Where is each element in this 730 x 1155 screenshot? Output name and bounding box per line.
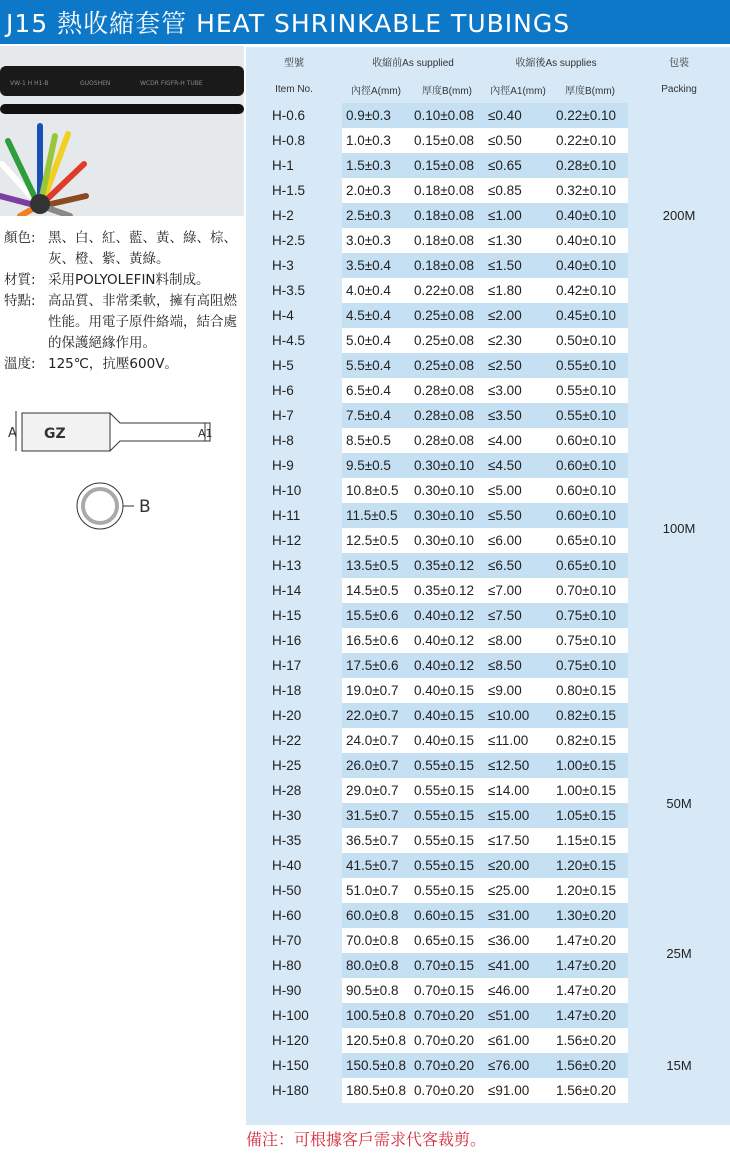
- table-row: [246, 328, 730, 353]
- page-title: J15 熱收縮套管 HEAT SHRINKABLE TUBINGS: [6, 9, 571, 38]
- packing-cell: 15M: [628, 1028, 730, 1103]
- value-cell: 0.10±0.08: [410, 103, 484, 128]
- value-cell: ≤5.50: [484, 503, 552, 528]
- value-cell: 1.47±0.20: [552, 978, 628, 1003]
- value-cell: 8.5±0.5: [342, 428, 410, 453]
- value-cell: ≤14.00: [484, 778, 552, 803]
- value-cell: 11.5±0.5: [342, 503, 410, 528]
- value-cell: ≤76.00: [484, 1053, 552, 1078]
- value-cell: 0.32±0.10: [552, 178, 628, 203]
- value-cell: ≤36.00: [484, 928, 552, 953]
- value-cell: 0.60±0.10: [552, 453, 628, 478]
- value-cell: 0.60±0.10: [552, 503, 628, 528]
- value-cell: 0.22±0.08: [410, 278, 484, 303]
- value-cell: ≤2.00: [484, 303, 552, 328]
- tube-print-3: WCDR FIGFR-H TUBE: [140, 80, 203, 87]
- info-temperature: 溫度: 125℃，抗壓600V。: [4, 356, 178, 372]
- gz-logo: GZ: [44, 426, 66, 442]
- value-cell: 1.20±0.15: [552, 878, 628, 903]
- value-cell: 0.70±0.15: [410, 978, 484, 1003]
- value-cell: 100.5±0.8: [342, 1003, 410, 1028]
- value-cell: 0.65±0.10: [552, 553, 628, 578]
- value-cell: ≤7.00: [484, 578, 552, 603]
- value-cell: 0.42±0.10: [552, 278, 628, 303]
- value-cell: 13.5±0.5: [342, 553, 410, 578]
- info-material: 材質: 采用POLYOLEFIN料制成。: [4, 272, 210, 288]
- value-cell: 4.5±0.4: [342, 303, 410, 328]
- product-info: [4, 228, 244, 375]
- value-cell: 0.55±0.10: [552, 378, 628, 403]
- value-cell: 1.5±0.3: [342, 153, 410, 178]
- value-cell: 2.0±0.3: [342, 178, 410, 203]
- value-cell: ≤7.50: [484, 603, 552, 628]
- value-cell: 0.82±0.15: [552, 703, 628, 728]
- value-cell: 51.0±0.7: [342, 878, 410, 903]
- col-packing: 包裝: [669, 57, 690, 69]
- value-cell: 0.28±0.08: [410, 403, 484, 428]
- value-cell: ≤1.00: [484, 203, 552, 228]
- value-cell: ≤6.50: [484, 553, 552, 578]
- value-cell: 0.30±0.10: [410, 453, 484, 478]
- value-cell: 0.70±0.10: [552, 578, 628, 603]
- value-cell: ≤25.00: [484, 878, 552, 903]
- item-number-cell: H-17: [272, 658, 302, 673]
- value-cell: 26.0±0.7: [342, 753, 410, 778]
- item-number-cell: H-3.5: [272, 283, 306, 298]
- value-cell: 0.18±0.08: [410, 178, 484, 203]
- value-cell: 1.30±0.20: [552, 903, 628, 928]
- item-number-cell: H-60: [272, 908, 302, 923]
- value-cell: ≤0.85: [484, 178, 552, 203]
- value-cell: 90.5±0.8: [342, 978, 410, 1003]
- item-number-cell: H-8: [272, 433, 294, 448]
- item-number-cell: H-150: [272, 1058, 309, 1073]
- col-packing-en: Packing: [661, 83, 697, 95]
- item-number-cell: H-100: [272, 1008, 309, 1023]
- tubing-illustration: [0, 46, 244, 216]
- label-a: A: [8, 426, 17, 441]
- label-b: B: [139, 497, 151, 517]
- value-cell: ≤46.00: [484, 978, 552, 1003]
- value-cell: 9.5±0.5: [342, 453, 410, 478]
- value-cell: ≤5.00: [484, 478, 552, 503]
- item-number-cell: H-7: [272, 408, 294, 423]
- value-cell: 0.15±0.08: [410, 153, 484, 178]
- dimension-diagrams: [0, 395, 244, 545]
- value-cell: 10.8±0.5: [342, 478, 410, 503]
- item-number-cell: H-180: [272, 1083, 309, 1098]
- value-cell: 1.05±0.15: [552, 803, 628, 828]
- item-number-cell: H-90: [272, 983, 302, 998]
- tube-print-1: VW-1 H H1-B: [10, 80, 49, 87]
- value-cell: 0.22±0.10: [552, 103, 628, 128]
- packing-cell: 50M: [628, 728, 730, 878]
- value-cell: 7.5±0.4: [342, 403, 410, 428]
- value-cell: 0.60±0.10: [552, 478, 628, 503]
- value-cell: 0.30±0.10: [410, 478, 484, 503]
- value-cell: ≤0.40: [484, 103, 552, 128]
- value-cell: ≤12.50: [484, 753, 552, 778]
- value-cell: ≤1.80: [484, 278, 552, 303]
- item-number-cell: H-6: [272, 383, 294, 398]
- col-b2: 厚度B(mm): [565, 85, 616, 97]
- value-cell: 0.65±0.10: [552, 528, 628, 553]
- value-cell: 3.5±0.4: [342, 253, 410, 278]
- item-number-cell: H-0.8: [272, 133, 306, 148]
- value-cell: ≤11.00: [484, 728, 552, 753]
- value-cell: 0.40±0.10: [552, 203, 628, 228]
- col-b: 厚度B(mm): [422, 85, 472, 97]
- value-cell: 0.18±0.08: [410, 228, 484, 253]
- value-cell: 1.47±0.20: [552, 928, 628, 953]
- item-number-cell: H-28: [272, 783, 302, 798]
- header-row-2: [246, 75, 730, 103]
- item-number-cell: H-30: [272, 808, 302, 823]
- value-cell: 0.45±0.10: [552, 303, 628, 328]
- item-number-cell: H-2: [272, 208, 294, 223]
- value-cell: ≤8.50: [484, 653, 552, 678]
- value-cell: 1.0±0.3: [342, 128, 410, 153]
- item-number-cell: H-18: [272, 683, 302, 698]
- table-row: [246, 728, 730, 753]
- value-cell: 0.40±0.12: [410, 653, 484, 678]
- value-cell: 0.18±0.08: [410, 253, 484, 278]
- value-cell: ≤15.00: [484, 803, 552, 828]
- value-cell: 0.55±0.15: [410, 778, 484, 803]
- packing-cell: 100M: [628, 328, 730, 728]
- col-after: 收縮後As supplies: [515, 57, 597, 69]
- value-cell: 0.55±0.15: [410, 878, 484, 903]
- value-cell: 0.70±0.20: [410, 1028, 484, 1053]
- value-cell: ≤51.00: [484, 1003, 552, 1028]
- value-cell: 1.56±0.20: [552, 1078, 628, 1103]
- value-cell: 0.22±0.10: [552, 128, 628, 153]
- value-cell: 0.55±0.15: [410, 853, 484, 878]
- value-cell: 12.5±0.5: [342, 528, 410, 553]
- value-cell: 1.56±0.20: [552, 1028, 628, 1053]
- item-number-cell: H-4.5: [272, 333, 306, 348]
- value-cell: 0.18±0.08: [410, 203, 484, 228]
- value-cell: 0.25±0.08: [410, 303, 484, 328]
- value-cell: 6.5±0.4: [342, 378, 410, 403]
- value-cell: 19.0±0.7: [342, 678, 410, 703]
- side-view-diagram: [8, 411, 213, 451]
- item-number-cell: H-16: [272, 633, 302, 648]
- spec-table-body: [246, 103, 730, 1103]
- value-cell: 0.55±0.10: [552, 403, 628, 428]
- item-number-cell: H-9: [272, 458, 294, 473]
- value-cell: ≤4.50: [484, 453, 552, 478]
- value-cell: 0.82±0.15: [552, 728, 628, 753]
- tube-print-2: GUOSHEN: [80, 80, 111, 87]
- value-cell: 0.40±0.12: [410, 628, 484, 653]
- value-cell: 0.60±0.10: [552, 428, 628, 453]
- value-cell: 2.5±0.3: [342, 203, 410, 228]
- value-cell: 17.5±0.6: [342, 653, 410, 678]
- item-number-cell: H-0.6: [272, 108, 306, 123]
- value-cell: ≤4.00: [484, 428, 552, 453]
- footer-note: 備注：可根據客戶需求代客裁剪。: [246, 1130, 487, 1149]
- item-number-cell: H-2.5: [272, 233, 306, 248]
- value-cell: 0.80±0.15: [552, 678, 628, 703]
- value-cell: ≤2.30: [484, 328, 552, 353]
- value-cell: 14.5±0.5: [342, 578, 410, 603]
- value-cell: 31.5±0.7: [342, 803, 410, 828]
- value-cell: ≤0.50: [484, 128, 552, 153]
- label-a1: A1: [198, 427, 213, 440]
- item-number-cell: H-80: [272, 958, 302, 973]
- value-cell: ≤8.00: [484, 628, 552, 653]
- value-cell: 0.30±0.10: [410, 503, 484, 528]
- value-cell: 0.25±0.08: [410, 328, 484, 353]
- value-cell: 0.70±0.15: [410, 953, 484, 978]
- value-cell: 0.65±0.15: [410, 928, 484, 953]
- item-number-cell: H-12: [272, 533, 302, 548]
- value-cell: 1.00±0.15: [552, 778, 628, 803]
- value-cell: 3.0±0.3: [342, 228, 410, 253]
- value-cell: 1.56±0.20: [552, 1053, 628, 1078]
- item-number-cell: H-4: [272, 308, 294, 323]
- value-cell: 16.5±0.6: [342, 628, 410, 653]
- item-number-cell: H-13: [272, 558, 302, 573]
- value-cell: 0.75±0.10: [552, 603, 628, 628]
- value-cell: 0.35±0.12: [410, 578, 484, 603]
- value-cell: 0.55±0.10: [552, 353, 628, 378]
- value-cell: 0.28±0.08: [410, 428, 484, 453]
- value-cell: 0.28±0.08: [410, 378, 484, 403]
- value-cell: 0.70±0.20: [410, 1078, 484, 1103]
- value-cell: 0.40±0.15: [410, 728, 484, 753]
- value-cell: 0.70±0.20: [410, 1003, 484, 1028]
- product-photo: [0, 46, 244, 216]
- value-cell: 0.40±0.10: [552, 228, 628, 253]
- value-cell: 0.70±0.20: [410, 1053, 484, 1078]
- value-cell: 70.0±0.8: [342, 928, 410, 953]
- value-cell: 0.75±0.10: [552, 653, 628, 678]
- item-number-cell: H-40: [272, 858, 302, 873]
- value-cell: 1.47±0.20: [552, 953, 628, 978]
- value-cell: 0.9±0.3: [342, 103, 410, 128]
- value-cell: 0.60±0.15: [410, 903, 484, 928]
- value-cell: 36.5±0.7: [342, 828, 410, 853]
- item-number-cell: H-120: [272, 1033, 309, 1048]
- value-cell: 0.40±0.12: [410, 603, 484, 628]
- value-cell: ≤10.00: [484, 703, 552, 728]
- value-cell: ≤17.50: [484, 828, 552, 853]
- value-cell: ≤3.00: [484, 378, 552, 403]
- value-cell: 22.0±0.7: [342, 703, 410, 728]
- value-cell: 24.0±0.7: [342, 728, 410, 753]
- spec-table: [246, 47, 730, 1103]
- value-cell: 0.15±0.08: [410, 128, 484, 153]
- item-number-cell: H-20: [272, 708, 302, 723]
- packing-cell: 200M: [628, 103, 730, 328]
- value-cell: ≤2.50: [484, 353, 552, 378]
- value-cell: 0.40±0.15: [410, 703, 484, 728]
- item-number-cell: H-1.5: [272, 183, 306, 198]
- item-number-cell: H-35: [272, 833, 302, 848]
- value-cell: 0.30±0.10: [410, 528, 484, 553]
- value-cell: 0.28±0.10: [552, 153, 628, 178]
- col-a1: 內徑A1(mm): [490, 85, 546, 97]
- item-number-cell: H-14: [272, 583, 302, 598]
- header-row-1: [246, 47, 730, 75]
- item-number-cell: H-1: [272, 158, 294, 173]
- value-cell: 0.25±0.08: [410, 353, 484, 378]
- value-cell: 4.0±0.4: [342, 278, 410, 303]
- packing-cell: 25M: [628, 878, 730, 1028]
- value-cell: 180.5±0.8: [342, 1078, 410, 1103]
- value-cell: 1.15±0.15: [552, 828, 628, 853]
- value-cell: ≤61.00: [484, 1028, 552, 1053]
- value-cell: ≤20.00: [484, 853, 552, 878]
- value-cell: 0.75±0.10: [552, 628, 628, 653]
- value-cell: 5.0±0.4: [342, 328, 410, 353]
- spec-table-container: [246, 47, 730, 1125]
- item-number-cell: H-10: [272, 483, 302, 498]
- table-row: [246, 103, 730, 128]
- item-number-cell: H-22: [272, 733, 302, 748]
- col-a: 內徑A(mm): [351, 85, 401, 97]
- value-cell: 0.50±0.10: [552, 328, 628, 353]
- value-cell: ≤0.65: [484, 153, 552, 178]
- value-cell: 0.35±0.12: [410, 553, 484, 578]
- value-cell: 0.40±0.10: [552, 253, 628, 278]
- value-cell: 0.55±0.15: [410, 803, 484, 828]
- table-row: [246, 878, 730, 903]
- value-cell: 150.5±0.8: [342, 1053, 410, 1078]
- value-cell: ≤91.00: [484, 1078, 552, 1103]
- item-number-cell: H-50: [272, 883, 302, 898]
- item-number-cell: H-15: [272, 608, 302, 623]
- value-cell: 15.5±0.6: [342, 603, 410, 628]
- value-cell: ≤3.50: [484, 403, 552, 428]
- col-before: 收縮前As supplied: [372, 57, 454, 69]
- value-cell: 0.40±0.15: [410, 678, 484, 703]
- col-model: 型號: [284, 57, 304, 69]
- page-header: [0, 0, 730, 44]
- cross-section-diagram: [77, 483, 151, 529]
- value-cell: 60.0±0.8: [342, 903, 410, 928]
- item-number-cell: H-70: [272, 933, 302, 948]
- value-cell: ≤9.00: [484, 678, 552, 703]
- item-number-cell: H-25: [272, 758, 302, 773]
- value-cell: ≤41.00: [484, 953, 552, 978]
- value-cell: ≤31.00: [484, 903, 552, 928]
- value-cell: ≤1.30: [484, 228, 552, 253]
- value-cell: 0.55±0.15: [410, 828, 484, 853]
- table-row: [246, 1028, 730, 1053]
- value-cell: 120.5±0.8: [342, 1028, 410, 1053]
- value-cell: 0.55±0.15: [410, 753, 484, 778]
- value-cell: 1.47±0.20: [552, 1003, 628, 1028]
- item-number-cell: H-5: [272, 358, 294, 373]
- info-color: 顏色: 黑、白、紅、藍、黃、綠、棕、灰、橙、紫、黃綠。: [4, 230, 237, 267]
- item-number-cell: H-3: [272, 258, 294, 273]
- value-cell: 1.00±0.15: [552, 753, 628, 778]
- value-cell: ≤6.00: [484, 528, 552, 553]
- value-cell: 29.0±0.7: [342, 778, 410, 803]
- value-cell: 80.0±0.8: [342, 953, 410, 978]
- value-cell: 41.5±0.7: [342, 853, 410, 878]
- item-number-cell: H-11: [272, 508, 301, 523]
- value-cell: ≤1.50: [484, 253, 552, 278]
- info-features: 特點: 高品質、非常柔軟，擁有高阻燃性能。用電子原件絡端，結合處的保護絕緣作用。: [4, 293, 237, 351]
- col-model-en: Item No.: [275, 83, 313, 95]
- value-cell: 1.20±0.15: [552, 853, 628, 878]
- value-cell: 5.5±0.4: [342, 353, 410, 378]
